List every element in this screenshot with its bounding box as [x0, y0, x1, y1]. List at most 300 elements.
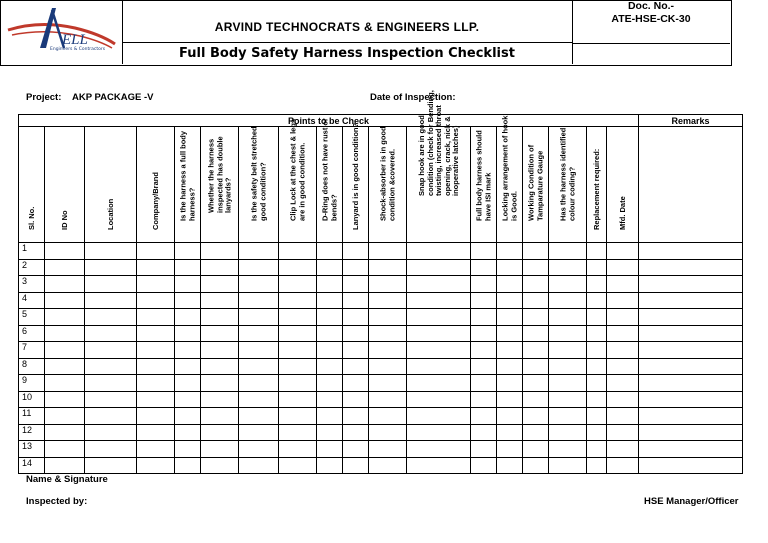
table-cell[interactable]: [201, 276, 239, 293]
table-cell[interactable]: [137, 259, 175, 276]
table-cell[interactable]: [279, 276, 317, 293]
table-cell[interactable]: [85, 325, 137, 342]
table-cell[interactable]: [407, 424, 471, 441]
table-cell[interactable]: [239, 342, 279, 359]
table-cell[interactable]: [343, 342, 369, 359]
table-cell[interactable]: [279, 309, 317, 326]
table-cell[interactable]: [317, 424, 343, 441]
table-cell[interactable]: [343, 391, 369, 408]
table-cell[interactable]: [471, 292, 497, 309]
table-cell[interactable]: [607, 243, 639, 260]
table-cell[interactable]: [549, 243, 587, 260]
table-cell[interactable]: [607, 375, 639, 392]
table-cell[interactable]: [369, 243, 407, 260]
table-cell[interactable]: [497, 259, 523, 276]
table-cell[interactable]: [523, 292, 549, 309]
table-cell[interactable]: [497, 358, 523, 375]
table-cell[interactable]: [523, 408, 549, 425]
table-cell[interactable]: [471, 391, 497, 408]
table-cell[interactable]: [587, 457, 607, 474]
table-cell[interactable]: [549, 309, 587, 326]
table-row: [19, 325, 743, 342]
table-row: [19, 309, 743, 326]
table-cell[interactable]: [239, 259, 279, 276]
table-cell[interactable]: [201, 457, 239, 474]
logo-cell: [0, 0, 123, 64]
table-cell[interactable]: [201, 243, 239, 260]
document-header: [0, 0, 732, 66]
table-cell[interactable]: [549, 292, 587, 309]
table-cell[interactable]: [201, 391, 239, 408]
table-cell[interactable]: [137, 441, 175, 458]
table-cell[interactable]: [317, 243, 343, 260]
table-cell[interactable]: [549, 375, 587, 392]
table-cell[interactable]: [407, 325, 471, 342]
table-cell[interactable]: [639, 457, 743, 474]
table-cell[interactable]: [407, 408, 471, 425]
table-cell[interactable]: [471, 325, 497, 342]
column-header: [175, 127, 201, 243]
table-cell[interactable]: [607, 292, 639, 309]
table-cell[interactable]: [369, 276, 407, 293]
table-cell[interactable]: [317, 292, 343, 309]
table-cell[interactable]: [369, 424, 407, 441]
table-cell[interactable]: [639, 292, 743, 309]
table-cell[interactable]: [523, 424, 549, 441]
table-cell[interactable]: [85, 243, 137, 260]
table-row: [19, 457, 743, 474]
table-cell[interactable]: [549, 259, 587, 276]
table-cell[interactable]: [523, 342, 549, 359]
table-cell[interactable]: [317, 375, 343, 392]
doc-number: ATE-HSE-CK-30: [611, 13, 691, 25]
column-header-label: Mfd. Date: [617, 195, 627, 230]
column-header: [279, 118, 317, 243]
table-cell[interactable]: [137, 375, 175, 392]
table-cell[interactable]: [369, 325, 407, 342]
table-cell[interactable]: [317, 391, 343, 408]
table-cell[interactable]: [137, 391, 175, 408]
table-cell[interactable]: [407, 342, 471, 359]
table-cell[interactable]: [497, 243, 523, 260]
table-cell[interactable]: [239, 358, 279, 375]
table-cell[interactable]: [587, 342, 607, 359]
table-cell[interactable]: [317, 342, 343, 359]
table-cell[interactable]: [45, 441, 85, 458]
table-cell[interactable]: [587, 243, 607, 260]
table-cell[interactable]: [497, 424, 523, 441]
table-cell[interactable]: [497, 391, 523, 408]
table-cell[interactable]: [471, 457, 497, 474]
table-cell[interactable]: [45, 342, 85, 359]
table-cell[interactable]: [607, 342, 639, 359]
table-cell[interactable]: [607, 325, 639, 342]
table-cell[interactable]: [549, 325, 587, 342]
table-cell[interactable]: [369, 441, 407, 458]
table-cell[interactable]: [639, 408, 743, 425]
table-cell[interactable]: [175, 276, 201, 293]
table-cell[interactable]: [45, 259, 85, 276]
inspected-by-label: Inspected by:: [26, 496, 88, 507]
table-cell[interactable]: [239, 276, 279, 293]
table-cell[interactable]: [201, 292, 239, 309]
table-cell[interactable]: [407, 375, 471, 392]
table-cell[interactable]: [471, 259, 497, 276]
table-cell[interactable]: [201, 441, 239, 458]
table-cell[interactable]: [471, 441, 497, 458]
table-cell[interactable]: [369, 408, 407, 425]
table-cell[interactable]: [549, 342, 587, 359]
table-cell[interactable]: [549, 276, 587, 293]
serial-number-cell: 10: [19, 391, 45, 408]
table-row: [19, 243, 743, 260]
table-cell[interactable]: [639, 259, 743, 276]
table-cell[interactable]: [523, 276, 549, 293]
serial-number-cell: 14: [19, 457, 45, 474]
table-cell[interactable]: [369, 375, 407, 392]
table-cell[interactable]: [239, 408, 279, 425]
table-cell[interactable]: [239, 375, 279, 392]
table-cell[interactable]: [317, 259, 343, 276]
table-cell[interactable]: [497, 375, 523, 392]
table-cell[interactable]: [639, 325, 743, 342]
table-cell[interactable]: [175, 325, 201, 342]
table-cell[interactable]: [239, 424, 279, 441]
table-cell[interactable]: [201, 259, 239, 276]
company-logo: [0, 0, 122, 64]
table-cell[interactable]: [471, 309, 497, 326]
table-cell[interactable]: [45, 424, 85, 441]
column-header-label: Shock-absorber is in good condition &covered.: [378, 126, 396, 221]
table-cell[interactable]: [175, 243, 201, 260]
table-cell[interactable]: [471, 243, 497, 260]
table-cell[interactable]: [497, 309, 523, 326]
serial-number-cell: 9: [19, 375, 45, 392]
table-cell[interactable]: [239, 243, 279, 260]
table-cell[interactable]: [607, 259, 639, 276]
table-cell[interactable]: [549, 408, 587, 425]
table-cell[interactable]: [85, 391, 137, 408]
table-cell[interactable]: [607, 408, 639, 425]
table-cell[interactable]: [279, 441, 317, 458]
column-header-label: Is the safety belt stretched good condition?: [249, 126, 267, 221]
table-cell[interactable]: [639, 276, 743, 293]
table-cell[interactable]: [407, 259, 471, 276]
table-cell[interactable]: [201, 375, 239, 392]
table-cell[interactable]: [639, 424, 743, 441]
table-cell[interactable]: [407, 391, 471, 408]
table-cell[interactable]: [175, 292, 201, 309]
table-cell[interactable]: [201, 325, 239, 342]
table-cell[interactable]: [343, 441, 369, 458]
table-cell[interactable]: [85, 309, 137, 326]
table-cell[interactable]: [317, 408, 343, 425]
table-cell[interactable]: [587, 259, 607, 276]
column-header: [497, 115, 523, 243]
points-to-be-check-header: Points to be Check: [19, 115, 639, 127]
table-cell[interactable]: [523, 441, 549, 458]
table-cell[interactable]: [607, 391, 639, 408]
table-cell[interactable]: [175, 358, 201, 375]
table-cell[interactable]: [497, 276, 523, 293]
table-cell[interactable]: [317, 276, 343, 293]
serial-number-cell: 12: [19, 424, 45, 441]
table-cell[interactable]: [85, 375, 137, 392]
table-cell[interactable]: [497, 441, 523, 458]
table-cell[interactable]: [175, 342, 201, 359]
table-cell[interactable]: [45, 325, 85, 342]
table-cell[interactable]: [45, 375, 85, 392]
table-cell[interactable]: [523, 391, 549, 408]
serial-number-cell: 4: [19, 292, 45, 309]
table-cell[interactable]: [85, 358, 137, 375]
table-cell[interactable]: [549, 424, 587, 441]
table-cell[interactable]: [369, 457, 407, 474]
table-cell[interactable]: [137, 325, 175, 342]
table-cell[interactable]: [549, 457, 587, 474]
table-cell[interactable]: [175, 441, 201, 458]
table-cell[interactable]: [497, 325, 523, 342]
logo-tagline: Engineers & Contractors: [50, 47, 106, 52]
table-cell[interactable]: [549, 391, 587, 408]
table-cell[interactable]: [343, 358, 369, 375]
table-cell[interactable]: [85, 441, 137, 458]
table-cell[interactable]: [639, 358, 743, 375]
table-cell[interactable]: [607, 457, 639, 474]
column-header: [317, 118, 343, 243]
table-cell[interactable]: [201, 358, 239, 375]
table-cell[interactable]: [45, 292, 85, 309]
table-cell[interactable]: [471, 408, 497, 425]
column-header-label: Company/Brand: [150, 171, 160, 230]
table-cell[interactable]: [587, 309, 607, 326]
table-cell[interactable]: [497, 292, 523, 309]
table-cell[interactable]: [85, 424, 137, 441]
table-cell[interactable]: [471, 424, 497, 441]
table-cell[interactable]: [137, 457, 175, 474]
table-cell[interactable]: [85, 259, 137, 276]
table-cell[interactable]: [343, 375, 369, 392]
table-cell[interactable]: [639, 375, 743, 392]
table-cell[interactable]: [201, 309, 239, 326]
table-cell[interactable]: [587, 391, 607, 408]
table-cell[interactable]: [85, 408, 137, 425]
table-cell[interactable]: [317, 309, 343, 326]
table-cell[interactable]: [523, 457, 549, 474]
table-cell[interactable]: [407, 276, 471, 293]
table-cell[interactable]: [175, 375, 201, 392]
column-header: [587, 127, 607, 243]
table-cell[interactable]: [137, 424, 175, 441]
column-header-label: D-Ring does not have rust or bends?: [320, 118, 338, 221]
table-row: [19, 276, 743, 293]
table-cell[interactable]: [523, 375, 549, 392]
table-cell[interactable]: [175, 408, 201, 425]
table-cell[interactable]: [279, 259, 317, 276]
table-cell[interactable]: [175, 424, 201, 441]
table-cell[interactable]: [471, 276, 497, 293]
column-header-label: Is the harness a full body harness?: [178, 130, 196, 221]
table-cell[interactable]: [175, 391, 201, 408]
table-cell[interactable]: [523, 259, 549, 276]
svg-text:ELL: ELL: [62, 32, 88, 48]
table-cell[interactable]: [175, 457, 201, 474]
table-cell[interactable]: [137, 342, 175, 359]
table-cell[interactable]: [85, 292, 137, 309]
table-cell[interactable]: [279, 391, 317, 408]
table-cell[interactable]: [343, 276, 369, 293]
table-cell[interactable]: [85, 342, 137, 359]
table-cell[interactable]: [279, 325, 317, 342]
document-title: Full Body Safety Harness Inspection Checklist: [179, 46, 515, 61]
remarks-header: Remarks: [639, 115, 743, 127]
hse-manager-label: HSE Manager/Officer: [644, 496, 739, 507]
table-cell[interactable]: [201, 424, 239, 441]
table-cell[interactable]: [639, 391, 743, 408]
table-cell[interactable]: [137, 243, 175, 260]
table-cell[interactable]: [587, 375, 607, 392]
column-header: [607, 127, 639, 243]
table-cell[interactable]: [407, 309, 471, 326]
table-cell[interactable]: [369, 292, 407, 309]
table-cell[interactable]: [607, 358, 639, 375]
table-cell[interactable]: [407, 441, 471, 458]
table-cell[interactable]: [497, 408, 523, 425]
table-cell[interactable]: [239, 391, 279, 408]
table-cell[interactable]: [639, 342, 743, 359]
table-cell[interactable]: [471, 375, 497, 392]
table-cell[interactable]: [639, 243, 743, 260]
table-cell[interactable]: [137, 309, 175, 326]
table-cell[interactable]: [587, 276, 607, 293]
table-cell[interactable]: [343, 424, 369, 441]
table-cell[interactable]: [279, 408, 317, 425]
table-cell[interactable]: [549, 441, 587, 458]
name-signature-label: Name & Signature: [26, 474, 108, 485]
table-cell[interactable]: [343, 309, 369, 326]
table-cell[interactable]: [369, 342, 407, 359]
table-cell[interactable]: [201, 342, 239, 359]
table-cell[interactable]: [607, 276, 639, 293]
table-cell[interactable]: [239, 292, 279, 309]
table-cell[interactable]: [497, 457, 523, 474]
table-cell[interactable]: [471, 342, 497, 359]
table-cell[interactable]: [407, 457, 471, 474]
table-cell[interactable]: [343, 243, 369, 260]
table-cell[interactable]: [549, 358, 587, 375]
table-cell[interactable]: [471, 358, 497, 375]
table-cell[interactable]: [45, 408, 85, 425]
serial-number-cell: 13: [19, 441, 45, 458]
table-cell[interactable]: [523, 243, 549, 260]
table-cell[interactable]: [369, 391, 407, 408]
table-cell[interactable]: [279, 292, 317, 309]
table-cell[interactable]: [639, 309, 743, 326]
table-cell[interactable]: [523, 325, 549, 342]
table-cell[interactable]: [407, 292, 471, 309]
table-cell[interactable]: [279, 424, 317, 441]
serial-number-cell: 5: [19, 309, 45, 326]
table-cell[interactable]: [607, 441, 639, 458]
remarks-header-cell: [639, 127, 743, 243]
table-cell[interactable]: [407, 358, 471, 375]
table-cell[interactable]: [587, 408, 607, 425]
column-header: [19, 127, 45, 243]
table-cell[interactable]: [175, 309, 201, 326]
table-cell[interactable]: [239, 441, 279, 458]
table-cell[interactable]: [137, 276, 175, 293]
table-cell[interactable]: [85, 276, 137, 293]
table-cell[interactable]: [523, 309, 549, 326]
table-cell[interactable]: [137, 408, 175, 425]
table-cell[interactable]: [317, 358, 343, 375]
table-cell[interactable]: [317, 441, 343, 458]
table-cell[interactable]: [45, 358, 85, 375]
table-cell[interactable]: [343, 292, 369, 309]
table-cell[interactable]: [523, 358, 549, 375]
table-cell[interactable]: [497, 342, 523, 359]
table-row: [19, 441, 743, 458]
table-cell[interactable]: [45, 391, 85, 408]
table-cell[interactable]: [137, 292, 175, 309]
table-cell[interactable]: [369, 309, 407, 326]
table-cell[interactable]: [407, 243, 471, 260]
table-cell[interactable]: [369, 259, 407, 276]
table-cell[interactable]: [343, 457, 369, 474]
column-header-label: Whether the harness inspected has double lanyards?: [205, 135, 232, 213]
table-cell[interactable]: [45, 243, 85, 260]
table-cell[interactable]: [587, 441, 607, 458]
table-cell[interactable]: [343, 325, 369, 342]
table-cell[interactable]: [369, 358, 407, 375]
table-cell[interactable]: [317, 457, 343, 474]
table-cell[interactable]: [85, 457, 137, 474]
table-cell[interactable]: [587, 325, 607, 342]
table-cell[interactable]: [279, 358, 317, 375]
column-header: [137, 127, 175, 243]
table-cell[interactable]: [279, 457, 317, 474]
column-header-label: Lanyard is in good condition?: [350, 122, 360, 230]
table-cell[interactable]: [45, 276, 85, 293]
table-cell[interactable]: [607, 309, 639, 326]
table-cell[interactable]: [239, 457, 279, 474]
table-cell[interactable]: [279, 243, 317, 260]
project-value: AKP PACKAGE -V: [72, 92, 154, 103]
table-cell[interactable]: [607, 424, 639, 441]
table-cell[interactable]: [45, 457, 85, 474]
table-cell[interactable]: [239, 309, 279, 326]
table-cell[interactable]: [639, 441, 743, 458]
column-header-label: Full body harness should have ISI mark: [474, 130, 492, 221]
table-cell[interactable]: [317, 325, 343, 342]
column-header-row: [19, 127, 743, 243]
table-cell[interactable]: [239, 325, 279, 342]
table-cell[interactable]: [201, 408, 239, 425]
table-cell[interactable]: [343, 408, 369, 425]
table-cell[interactable]: [175, 259, 201, 276]
table-cell[interactable]: [137, 358, 175, 375]
table-cell[interactable]: [587, 424, 607, 441]
table-cell[interactable]: [587, 358, 607, 375]
table-cell[interactable]: [279, 375, 317, 392]
table-cell[interactable]: [45, 309, 85, 326]
table-cell[interactable]: [587, 292, 607, 309]
table-cell[interactable]: [279, 342, 317, 359]
column-header-label: Sl. No.: [26, 206, 36, 230]
table-row: [19, 342, 743, 359]
table-cell[interactable]: [343, 259, 369, 276]
column-header: [239, 127, 279, 243]
